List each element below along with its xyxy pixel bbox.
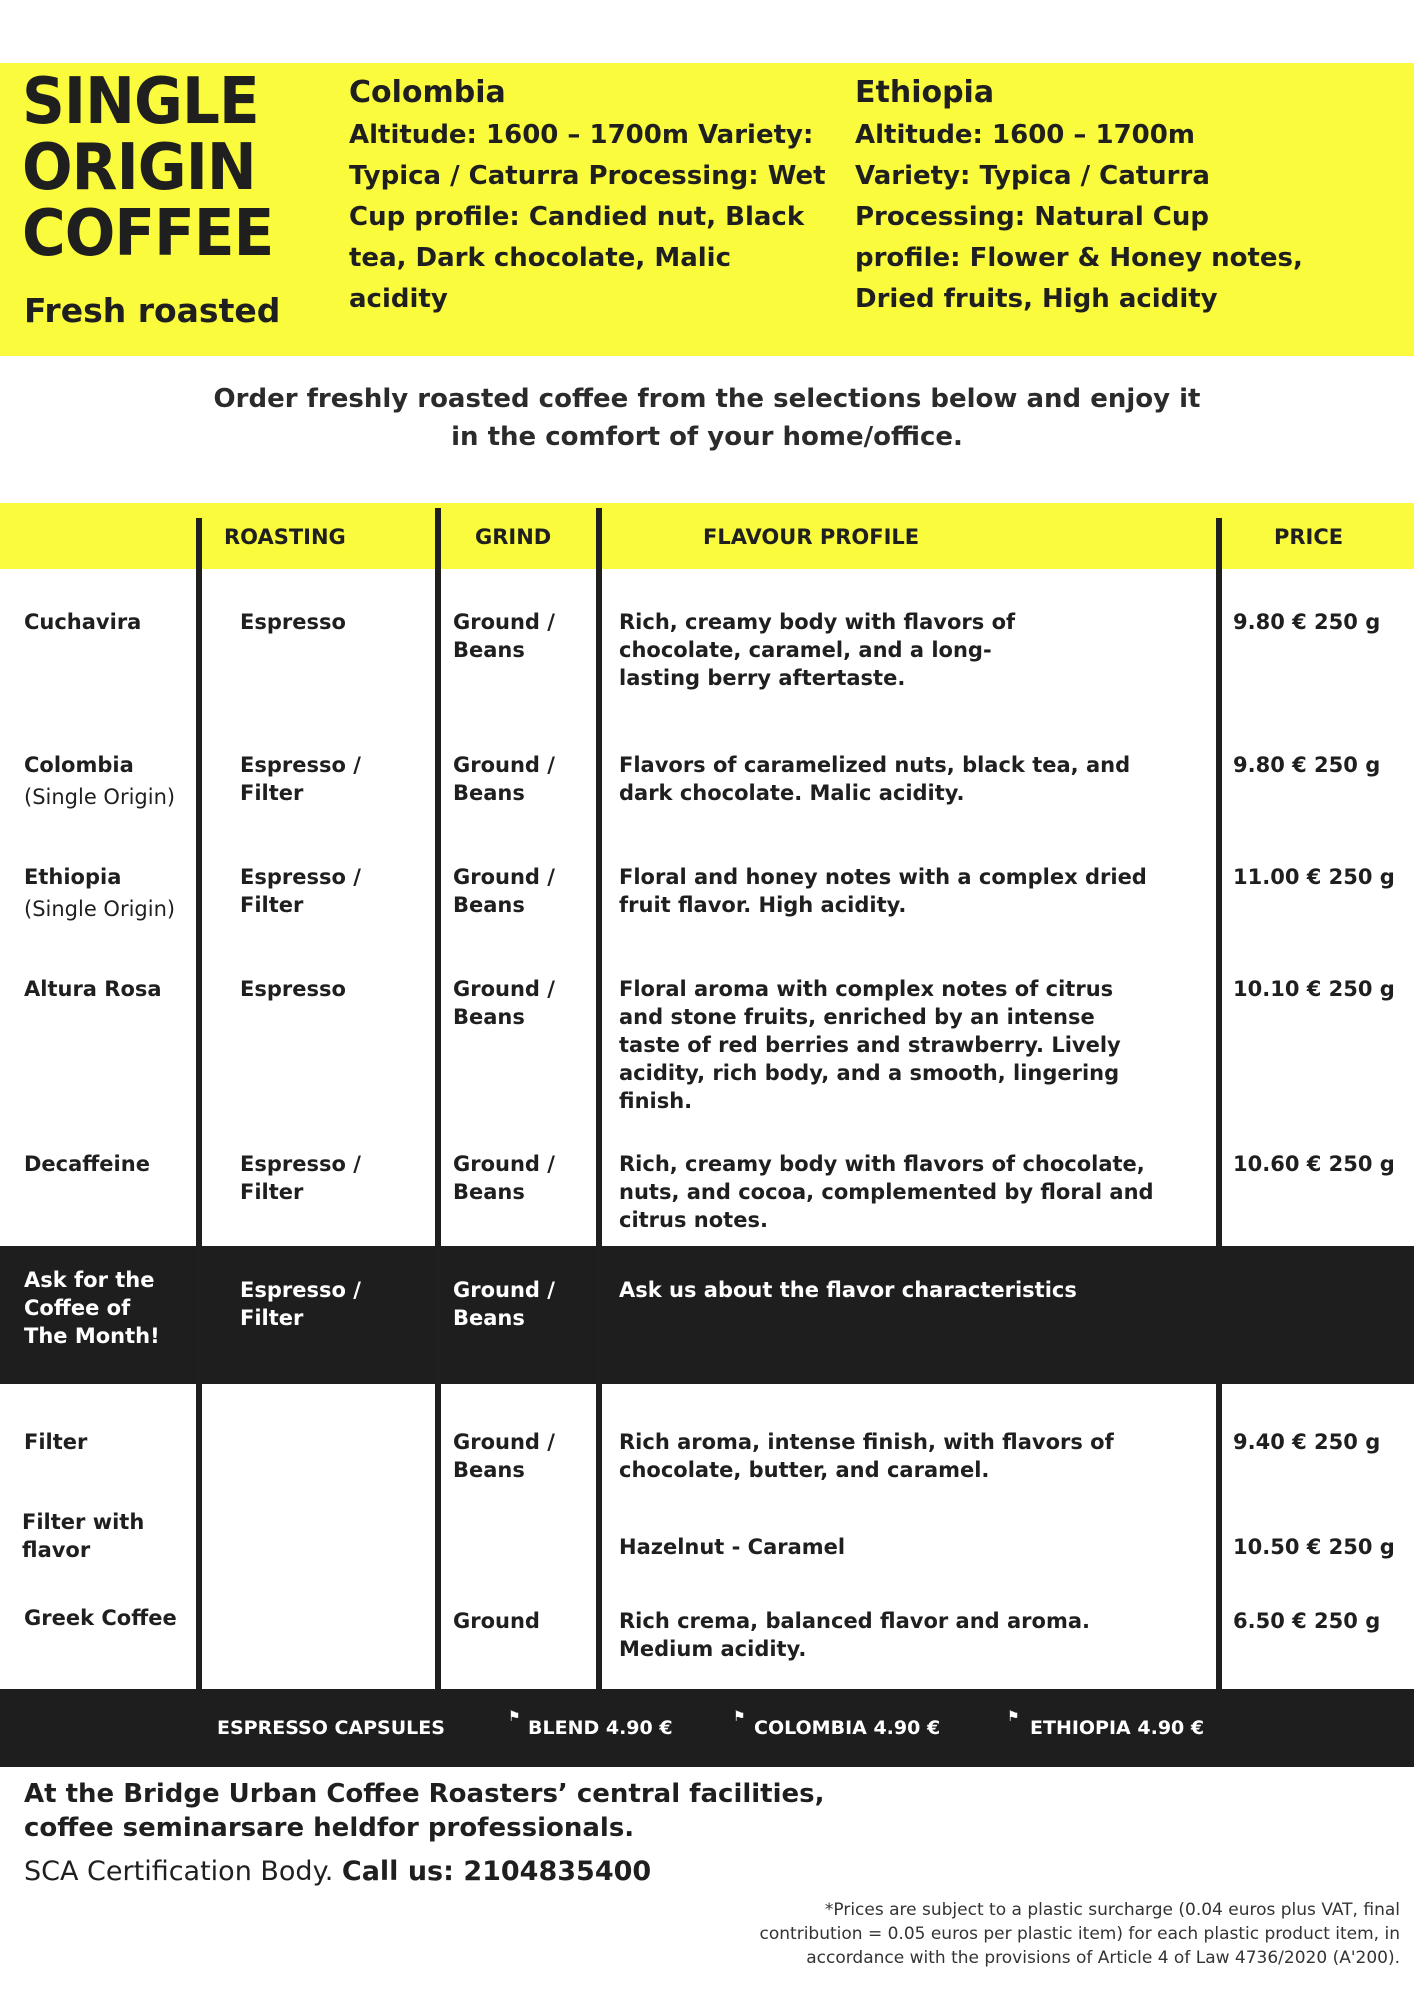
grind-value: Ground / Beans bbox=[453, 865, 555, 917]
coffee-name: Altura Rosa bbox=[24, 977, 162, 1001]
price-value: 9.80 € 250 g bbox=[1233, 753, 1381, 777]
flavour-value: Rich aroma, intense finish, with flavors of chocolate, butter, and caramel. bbox=[619, 1430, 1114, 1482]
price-value: 10.60 € 250 g bbox=[1233, 1152, 1395, 1176]
flavour-value: Hazelnut - Caramel bbox=[619, 1535, 846, 1559]
coffee-name-subtitle: (Single Origin) bbox=[24, 897, 176, 921]
coffee-name: Greek Coffee bbox=[24, 1606, 177, 1630]
colombia-origin-block bbox=[349, 73, 829, 320]
coffee-of-month-name: Ask for the Coffee of The Month! bbox=[24, 1268, 160, 1348]
plastic-surcharge-note: *Prices are subject to a plastic surcharge (0.04 euros plus VAT, final contribution = 0.05 euros per plastic item) for each plastic product item, in accordance with the provisions of Article 4 of Law 4736/2020 (A'200). bbox=[759, 1900, 1400, 1968]
seminar-line: coffee seminarsare heldfor professionals. bbox=[24, 1813, 635, 1843]
header-grind: GRIND bbox=[475, 525, 552, 549]
coffee-name bbox=[24, 751, 189, 811]
intro-line: in the comfort of your home/office. bbox=[451, 422, 963, 452]
page-subtitle: Fresh roasted bbox=[24, 291, 281, 330]
price-value: 10.10 € 250 g bbox=[1233, 977, 1395, 1001]
title-line: ORIGIN bbox=[22, 131, 256, 205]
header-banner bbox=[0, 63, 1414, 356]
coffee-name-subtitle: (Single Origin) bbox=[24, 785, 176, 809]
roasting-value: Espresso bbox=[240, 610, 346, 634]
capsules-label: ESPRESSO CAPSULES bbox=[217, 1717, 445, 1739]
capsule-colombia: COLOMBIA 4.90 € bbox=[754, 1717, 941, 1739]
coffee-name bbox=[24, 863, 189, 923]
coffee-name: Decaffeine bbox=[24, 1152, 150, 1176]
flavour-value: Rich, creamy body with flavors of chocolate, nuts, and cocoa, complemented by floral and citrus notes. bbox=[619, 1152, 1154, 1232]
call-us-phone: Call us: 2104835400 bbox=[341, 1856, 652, 1887]
column-divider bbox=[596, 508, 602, 1690]
intro-line: Order freshly roasted coffee from the selections below and enjoy it bbox=[213, 384, 1201, 414]
flavour-value: Flavors of caramelized nuts, black tea, and dark chocolate. Malic acidity. bbox=[619, 753, 1131, 805]
grind-value: Ground bbox=[453, 1609, 540, 1633]
coffee-name: Filter bbox=[24, 1430, 88, 1454]
price-value: 10.50 € 250 g bbox=[1233, 1535, 1395, 1559]
origin-details: Altitude: 1600 – 1700m Variety: Typica / Caturra Processing: Wet Cup profile: Candied nut, Black tea, Dark chocolate, Malic acidity bbox=[349, 120, 826, 314]
header-price: PRICE bbox=[1274, 525, 1344, 549]
column-divider bbox=[435, 508, 441, 1690]
price-value: 6.50 € 250 g bbox=[1233, 1609, 1381, 1633]
price-value: 9.80 € 250 g bbox=[1233, 610, 1381, 634]
flavour-value: Rich crema, balanced flavor and aroma. Medium acidity. bbox=[619, 1609, 1090, 1661]
flavour-value: Floral aroma with complex notes of citrus and stone fruits, enriched by an intense taste of red berries and strawberry. Lively acidity, rich body, and a smooth, lingering finish. bbox=[619, 977, 1121, 1113]
capsule-blend: BLEND 4.90 € bbox=[528, 1717, 673, 1739]
flag-icon: ⚑ bbox=[733, 1709, 746, 1725]
title-line: SINGLE bbox=[22, 65, 259, 139]
grind-value: Ground / Beans bbox=[453, 1430, 555, 1482]
grind-value: Ground / Beans bbox=[453, 977, 555, 1029]
column-divider bbox=[1216, 1384, 1222, 1690]
roasting-value: Espresso bbox=[240, 977, 346, 1001]
origin-name: Colombia bbox=[349, 75, 506, 110]
grind-value: Ground / Beans bbox=[453, 1278, 555, 1330]
price-value: 9.40 € 250 g bbox=[1233, 1430, 1381, 1454]
seminar-line: At the Bridge Urban Coffee Roasters’ central facilities, bbox=[24, 1779, 825, 1809]
roasting-value: Espresso / Filter bbox=[240, 865, 361, 917]
header-roasting: ROASTING bbox=[224, 525, 346, 549]
grind-value: Ground / Beans bbox=[453, 1152, 555, 1204]
column-divider bbox=[1216, 518, 1222, 1246]
sca-certification: SCA Certification Body. bbox=[24, 1856, 334, 1887]
coffee-name: Filter with flavor bbox=[22, 1510, 145, 1562]
coffee-of-month-band bbox=[0, 1246, 1414, 1384]
seminar-info bbox=[24, 1777, 825, 1845]
page-title bbox=[22, 65, 301, 271]
intro-text bbox=[0, 380, 1414, 456]
origin-details: Altitude: 1600 – 1700m Variety: Typica / Caturra Processing: Natural Cup profile: Flower & Honey notes, Dried fruits, High acidity bbox=[855, 120, 1303, 314]
ethiopia-origin-block bbox=[855, 73, 1305, 320]
roasting-value: Espresso / Filter bbox=[240, 1152, 361, 1204]
espresso-capsules-bar bbox=[0, 1689, 1414, 1767]
coffee-name-text: Ethiopia bbox=[24, 865, 122, 889]
flavour-value: Ask us about the flavor characteristics bbox=[619, 1278, 1077, 1302]
flag-icon: ⚑ bbox=[508, 1709, 521, 1725]
coffee-name-text: Colombia bbox=[24, 753, 134, 777]
roasting-value: Espresso / Filter bbox=[240, 753, 361, 805]
contact-line bbox=[24, 1856, 651, 1887]
column-divider bbox=[196, 518, 202, 1690]
flag-icon: ⚑ bbox=[1007, 1709, 1020, 1725]
grind-value: Ground / Beans bbox=[453, 610, 555, 662]
origin-name: Ethiopia bbox=[855, 75, 995, 110]
price-value: 11.00 € 250 g bbox=[1233, 865, 1395, 889]
title-line: COFFEE bbox=[22, 197, 274, 271]
flavour-value: Rich, creamy body with flavors of chocolate, caramel, and a long-lasting berry aftertaste. bbox=[619, 610, 1016, 690]
roasting-value: Espresso / Filter bbox=[240, 1278, 361, 1330]
table-header bbox=[0, 503, 1414, 569]
header-flavour-profile: FLAVOUR PROFILE bbox=[703, 525, 920, 549]
grind-value: Ground / Beans bbox=[453, 753, 555, 805]
capsule-ethiopia: ETHIOPIA 4.90 € bbox=[1030, 1717, 1205, 1739]
coffee-name: Cuchavira bbox=[24, 610, 142, 634]
flavour-value: Floral and honey notes with a complex dried fruit flavor. High acidity. bbox=[619, 865, 1147, 917]
